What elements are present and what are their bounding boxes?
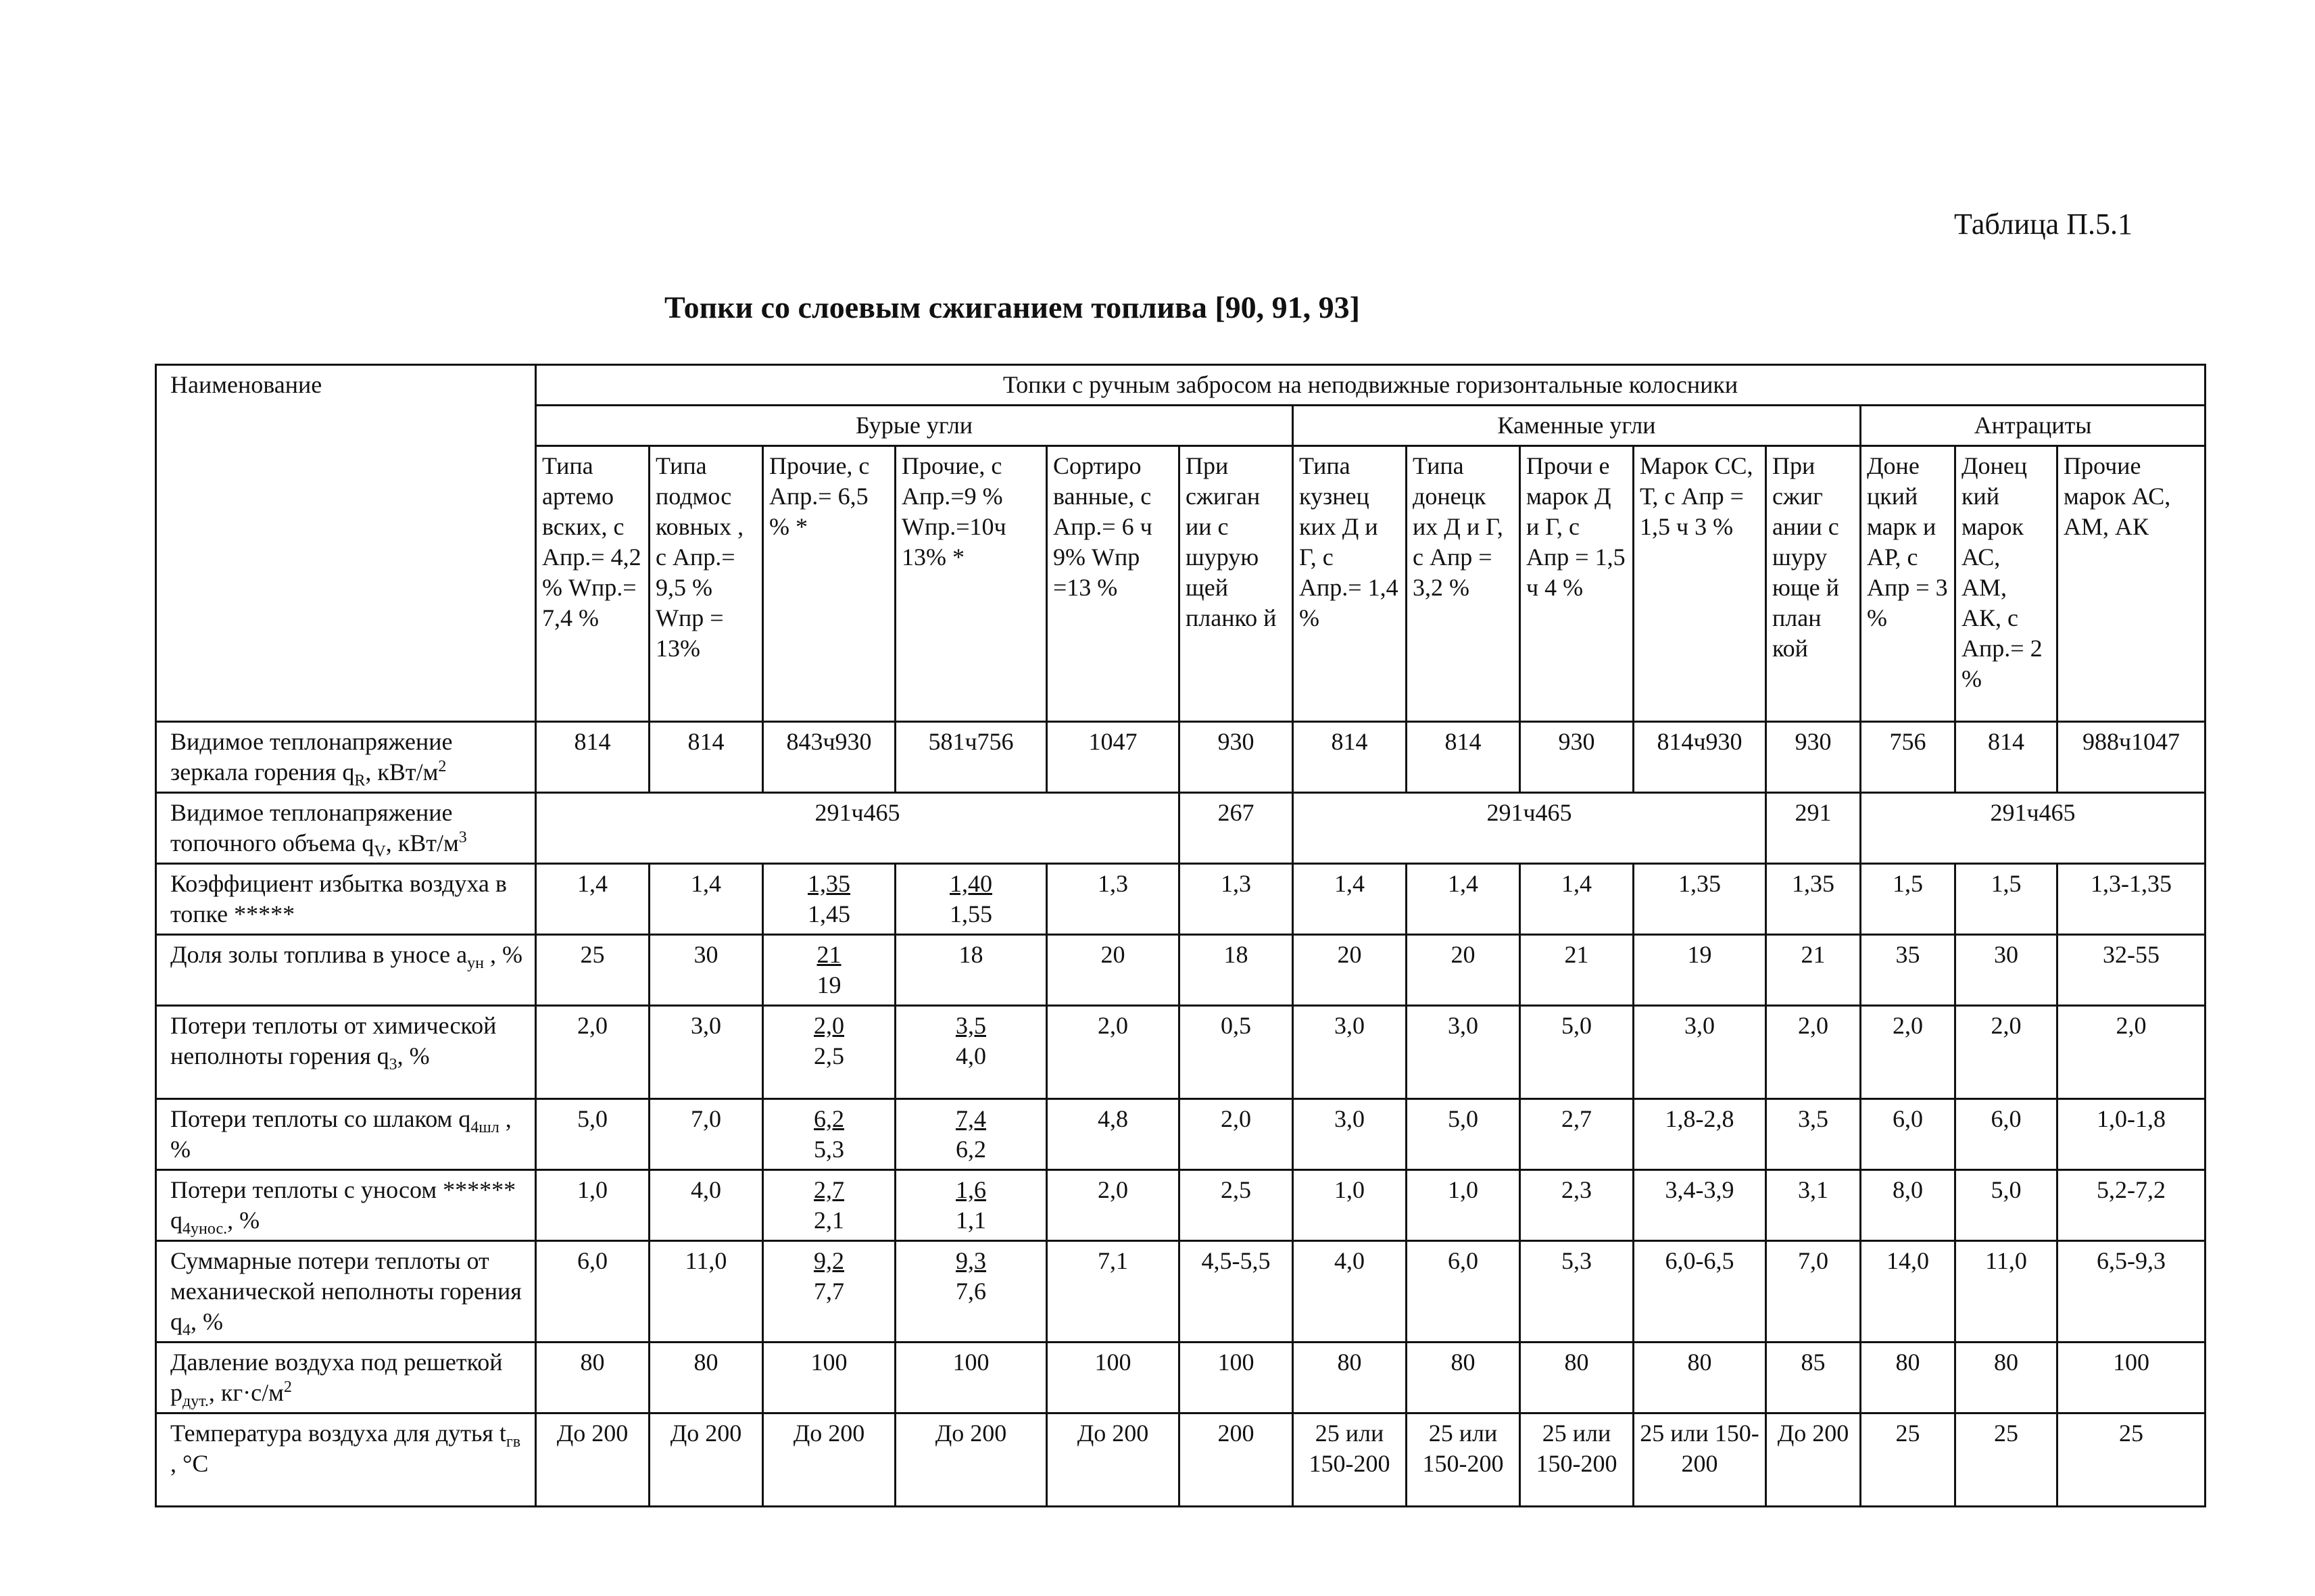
table-cell: 1,4 [1293, 864, 1407, 935]
table-cell: До 200 [536, 1413, 650, 1507]
table-cell: 25 или 150-200 [1407, 1413, 1520, 1507]
data-table [155, 364, 2206, 1507]
table-cell: 1,3 [1179, 864, 1293, 935]
subheader-cell: Прочие, с Aпр.= 6,5 % * [763, 446, 896, 722]
table-cell: 291ч465 [536, 793, 1179, 864]
table-cell: 814 [650, 722, 763, 793]
table-cell: 32-55 [2057, 935, 2206, 1006]
table-cell: 9,2 7,7 [763, 1241, 896, 1343]
table-cell: 25 или 150-200 [1293, 1413, 1407, 1507]
table-cell: До 200 [650, 1413, 763, 1507]
row-label: Потери теплоты от химической неполноты горения $q_3$, % [156, 1006, 536, 1099]
table-cell: 25 или 150-200 [1520, 1413, 1634, 1507]
table-cell: 2,0 [536, 1006, 650, 1099]
table-cell: 1,6 1,1 [896, 1170, 1047, 1241]
subheader-cell: Типа артемо вских, с Aпр.= 4,2 % Wпр.= 7,4 % [536, 446, 650, 722]
table-cell: 7,4 6,2 [896, 1099, 1047, 1170]
table-cell: 2,0 2,5 [763, 1006, 896, 1099]
table-cell: 2,0 [1047, 1170, 1179, 1241]
page-title: Топки со слоевым сжиганием топлива [90, 91, 93] [664, 290, 1360, 324]
table-row [156, 1099, 2206, 1170]
table-cell: 80 [1634, 1343, 1766, 1413]
table-number: Таблица П.5.1 [1954, 208, 2133, 241]
table-cell: 85 [1766, 1343, 1861, 1413]
subheader-cell: Типа донецк их Д и Г, с Aпр = 3,2 % [1407, 446, 1520, 722]
table-cell: 1,0 [536, 1170, 650, 1241]
table-cell: 2,5 [1179, 1170, 1293, 1241]
table-cell: 0,5 [1179, 1006, 1293, 1099]
table-row [156, 1241, 2206, 1343]
table-cell: 1,40 1,55 [896, 864, 1047, 935]
table-cell: 291ч465 [1293, 793, 1766, 864]
table-cell: 2,3 [1520, 1170, 1634, 1241]
row-label: Видимое теплонапряжение зеркала горения $q_R$, кВт/$м^2$ [156, 722, 536, 793]
subheader-cell: Доне цкий марк и АР, с Aпр = 3 % [1861, 446, 1955, 722]
table-cell: 6,5-9,3 [2057, 1241, 2206, 1343]
table-cell: 80 [650, 1343, 763, 1413]
table-cell: 18 [896, 935, 1047, 1006]
row-label: Температура воздуха для дутья $t_{гв}$ , °С [156, 1413, 536, 1507]
table-cell: 814 [1407, 722, 1520, 793]
table-cell: 3,0 [650, 1006, 763, 1099]
row-label: Потери теплоты со шлаком $q_{4шл}$ , % [156, 1099, 536, 1170]
table-cell: 7,0 [650, 1099, 763, 1170]
table-cell: 8,0 [1861, 1170, 1955, 1241]
header-stone-coal: Каменные угли [1293, 406, 1861, 446]
table-row [156, 1006, 2206, 1099]
subheader-cell: При сжиган ии с шурую щей планко й [1179, 446, 1293, 722]
table-cell: 30 [650, 935, 763, 1006]
row-label: Доля золы топлива в уносе $a_{ун}$ , % [156, 935, 536, 1006]
table-cell: 1,4 [650, 864, 763, 935]
table-cell: 4,0 [650, 1170, 763, 1241]
table-cell: 7,0 [1766, 1241, 1861, 1343]
table-cell: 80 [1293, 1343, 1407, 1413]
table-cell: 100 [896, 1343, 1047, 1413]
table-cell: 21 [1520, 935, 1634, 1006]
subheader-cell: Прочи е марок Д и Г, с Aпр = 1,5 ч 4 % [1520, 446, 1634, 722]
table-cell: 20 [1407, 935, 1520, 1006]
subheader-cell: Сортиро ванные, с Aпр.= 6 ч 9% Wпр =13 % [1047, 446, 1179, 722]
table-row [156, 1413, 2206, 1507]
table-cell: 1,35 [1634, 864, 1766, 935]
table-cell: 6,0 [1955, 1099, 2057, 1170]
table-cell: До 200 [1766, 1413, 1861, 1507]
table-cell: 1047 [1047, 722, 1179, 793]
subheader-cell: Типа кузнец ких Д и Г, с Aпр.= 1,4 % [1293, 446, 1407, 722]
table-cell: 100 [763, 1343, 896, 1413]
table-cell: 4,0 [1293, 1241, 1407, 1343]
table-cell: 6,0 [1861, 1099, 1955, 1170]
table-cell: 25 [2057, 1413, 2206, 1507]
table-cell: 21 19 [763, 935, 896, 1006]
table-cell: 4,8 [1047, 1099, 1179, 1170]
table-cell: 5,0 [1407, 1099, 1520, 1170]
table-cell: 80 [536, 1343, 650, 1413]
header-group: Топки с ручным забросом на неподвижные горизонтальные колосники [536, 365, 2206, 406]
table-row [156, 793, 2206, 864]
table-cell: 5,0 [1520, 1006, 1634, 1099]
table-cell: 291 [1766, 793, 1861, 864]
table-cell: 5,0 [536, 1099, 650, 1170]
table-cell: 814ч930 [1634, 722, 1766, 793]
table-cell: 3,0 [1293, 1006, 1407, 1099]
subheader-cell: При сжиг ании с шуру юще й план кой [1766, 446, 1861, 722]
table-cell: 11,0 [650, 1241, 763, 1343]
table-cell: 930 [1766, 722, 1861, 793]
table-cell: 1,3 [1047, 864, 1179, 935]
table-row [156, 935, 2206, 1006]
row-label: Видимое теплонапряжение топочного объема $q_V$, кВт/$м^3$ [156, 793, 536, 864]
table-cell: 1,35 [1766, 864, 1861, 935]
table-cell: 9,3 7,6 [896, 1241, 1047, 1343]
table-row [156, 1170, 2206, 1241]
table-cell: 20 [1293, 935, 1407, 1006]
table-cell: 3,5 [1766, 1099, 1861, 1170]
table-cell: 2,0 [1861, 1006, 1955, 1099]
table-cell: 25 [1861, 1413, 1955, 1507]
table-cell: 756 [1861, 722, 1955, 793]
table-cell: 5,0 [1955, 1170, 2057, 1241]
table-cell: 930 [1520, 722, 1634, 793]
table-cell: 291ч465 [1861, 793, 2206, 864]
subheader-cell: Прочие, с Aпр.=9 % Wпр.=10ч 13% * [896, 446, 1047, 722]
table-row [156, 722, 2206, 793]
table-cell: 18 [1179, 935, 1293, 1006]
table-cell: 988ч1047 [2057, 722, 2206, 793]
table-cell: 1,8-2,8 [1634, 1099, 1766, 1170]
table-cell: 2,0 [1047, 1006, 1179, 1099]
row-label: Потери теплоты с уносом ****** $q_{4унос.}$, % [156, 1170, 536, 1241]
table-cell: 581ч756 [896, 722, 1047, 793]
table-cell: 1,4 [536, 864, 650, 935]
table-cell: 21 [1766, 935, 1861, 1006]
header-name-col: Наименование [156, 365, 536, 722]
table-cell: 814 [1293, 722, 1407, 793]
table-cell: 5,3 [1520, 1241, 1634, 1343]
table-cell: 3,0 [1634, 1006, 1766, 1099]
row-label: Коэффициент избытка воздуха в топке ***** [156, 864, 536, 935]
table-cell: 3,5 4,0 [896, 1006, 1047, 1099]
table-cell: 814 [536, 722, 650, 793]
table-cell: 267 [1179, 793, 1293, 864]
table-cell: До 200 [1047, 1413, 1179, 1507]
table-cell: 2,0 [1766, 1006, 1861, 1099]
table-cell: 2,0 [1179, 1099, 1293, 1170]
table-cell: 1,5 [1955, 864, 2057, 935]
table-cell: 843ч930 [763, 722, 896, 793]
table-cell: 20 [1047, 935, 1179, 1006]
table-row [156, 1343, 2206, 1413]
table-cell: 6,2 5,3 [763, 1099, 896, 1170]
subheader-cell: Прочие марок АС, АМ, АК [2057, 446, 2206, 722]
table-cell: 3,0 [1293, 1099, 1407, 1170]
table-cell: 1,5 [1861, 864, 1955, 935]
row-label: Давление воздуха под решеткой $p_{дут.}$, $кг\cdot с/м^2$ [156, 1343, 536, 1413]
table-cell: 11,0 [1955, 1241, 2057, 1343]
table-cell: 930 [1179, 722, 1293, 793]
header-anthracite: Антрациты [1861, 406, 2206, 446]
row-label: Суммарные потери теплоты от механической неполноты горения $q_4$, % [156, 1241, 536, 1343]
table-cell: 2,0 [2057, 1006, 2206, 1099]
table-cell: 1,3-1,35 [2057, 864, 2206, 935]
table-cell: 30 [1955, 935, 2057, 1006]
table-cell: 2,7 2,1 [763, 1170, 896, 1241]
table-cell: 14,0 [1861, 1241, 1955, 1343]
subheader-cell: Донец кий марок АС, АМ, АК, с Aпр.= 2 % [1955, 446, 2057, 722]
table-cell: 6,0 [536, 1241, 650, 1343]
table-cell: 6,0-6,5 [1634, 1241, 1766, 1343]
subheader-cell: Типа подмос ковных , с Aпр.= 9,5 % Wпр = 13% [650, 446, 763, 722]
table-cell: 1,4 [1520, 864, 1634, 935]
table-cell: 5,2-7,2 [2057, 1170, 2206, 1241]
table-cell: До 200 [763, 1413, 896, 1507]
table-cell: 35 [1861, 935, 1955, 1006]
table-cell: 100 [1179, 1343, 1293, 1413]
table-cell: 1,0 [1407, 1170, 1520, 1241]
table-cell: 7,1 [1047, 1241, 1179, 1343]
table-cell: 100 [1047, 1343, 1179, 1413]
table-cell: 4,5-5,5 [1179, 1241, 1293, 1343]
table-cell: 25 [1955, 1413, 2057, 1507]
header-brown-coal: Бурые угли [536, 406, 1293, 446]
table-cell: 3,1 [1766, 1170, 1861, 1241]
table-cell: До 200 [896, 1413, 1047, 1507]
table-cell: 200 [1179, 1413, 1293, 1507]
table-cell: 1,0-1,8 [2057, 1099, 2206, 1170]
table-cell: 100 [2057, 1343, 2206, 1413]
table-row [156, 864, 2206, 935]
table-cell: 25 [536, 935, 650, 1006]
table-cell: 6,0 [1407, 1241, 1520, 1343]
table-cell: 25 или 150-200 [1634, 1413, 1766, 1507]
table-cell: 814 [1955, 722, 2057, 793]
table-cell: 80 [1520, 1343, 1634, 1413]
table-cell: 80 [1861, 1343, 1955, 1413]
table-cell: 1,4 [1407, 864, 1520, 935]
table-cell: 2,7 [1520, 1099, 1634, 1170]
table-cell: 80 [1955, 1343, 2057, 1413]
table-cell: 2,0 [1955, 1006, 2057, 1099]
table-cell: 1,35 1,45 [763, 864, 896, 935]
table-cell: 19 [1634, 935, 1766, 1006]
subheader-cell: Марок СС, Т, с Aпр = 1,5 ч 3 % [1634, 446, 1766, 722]
table-cell: 3,0 [1407, 1006, 1520, 1099]
table-cell: 3,4-3,9 [1634, 1170, 1766, 1241]
table-cell: 80 [1407, 1343, 1520, 1413]
table-cell: 1,0 [1293, 1170, 1407, 1241]
